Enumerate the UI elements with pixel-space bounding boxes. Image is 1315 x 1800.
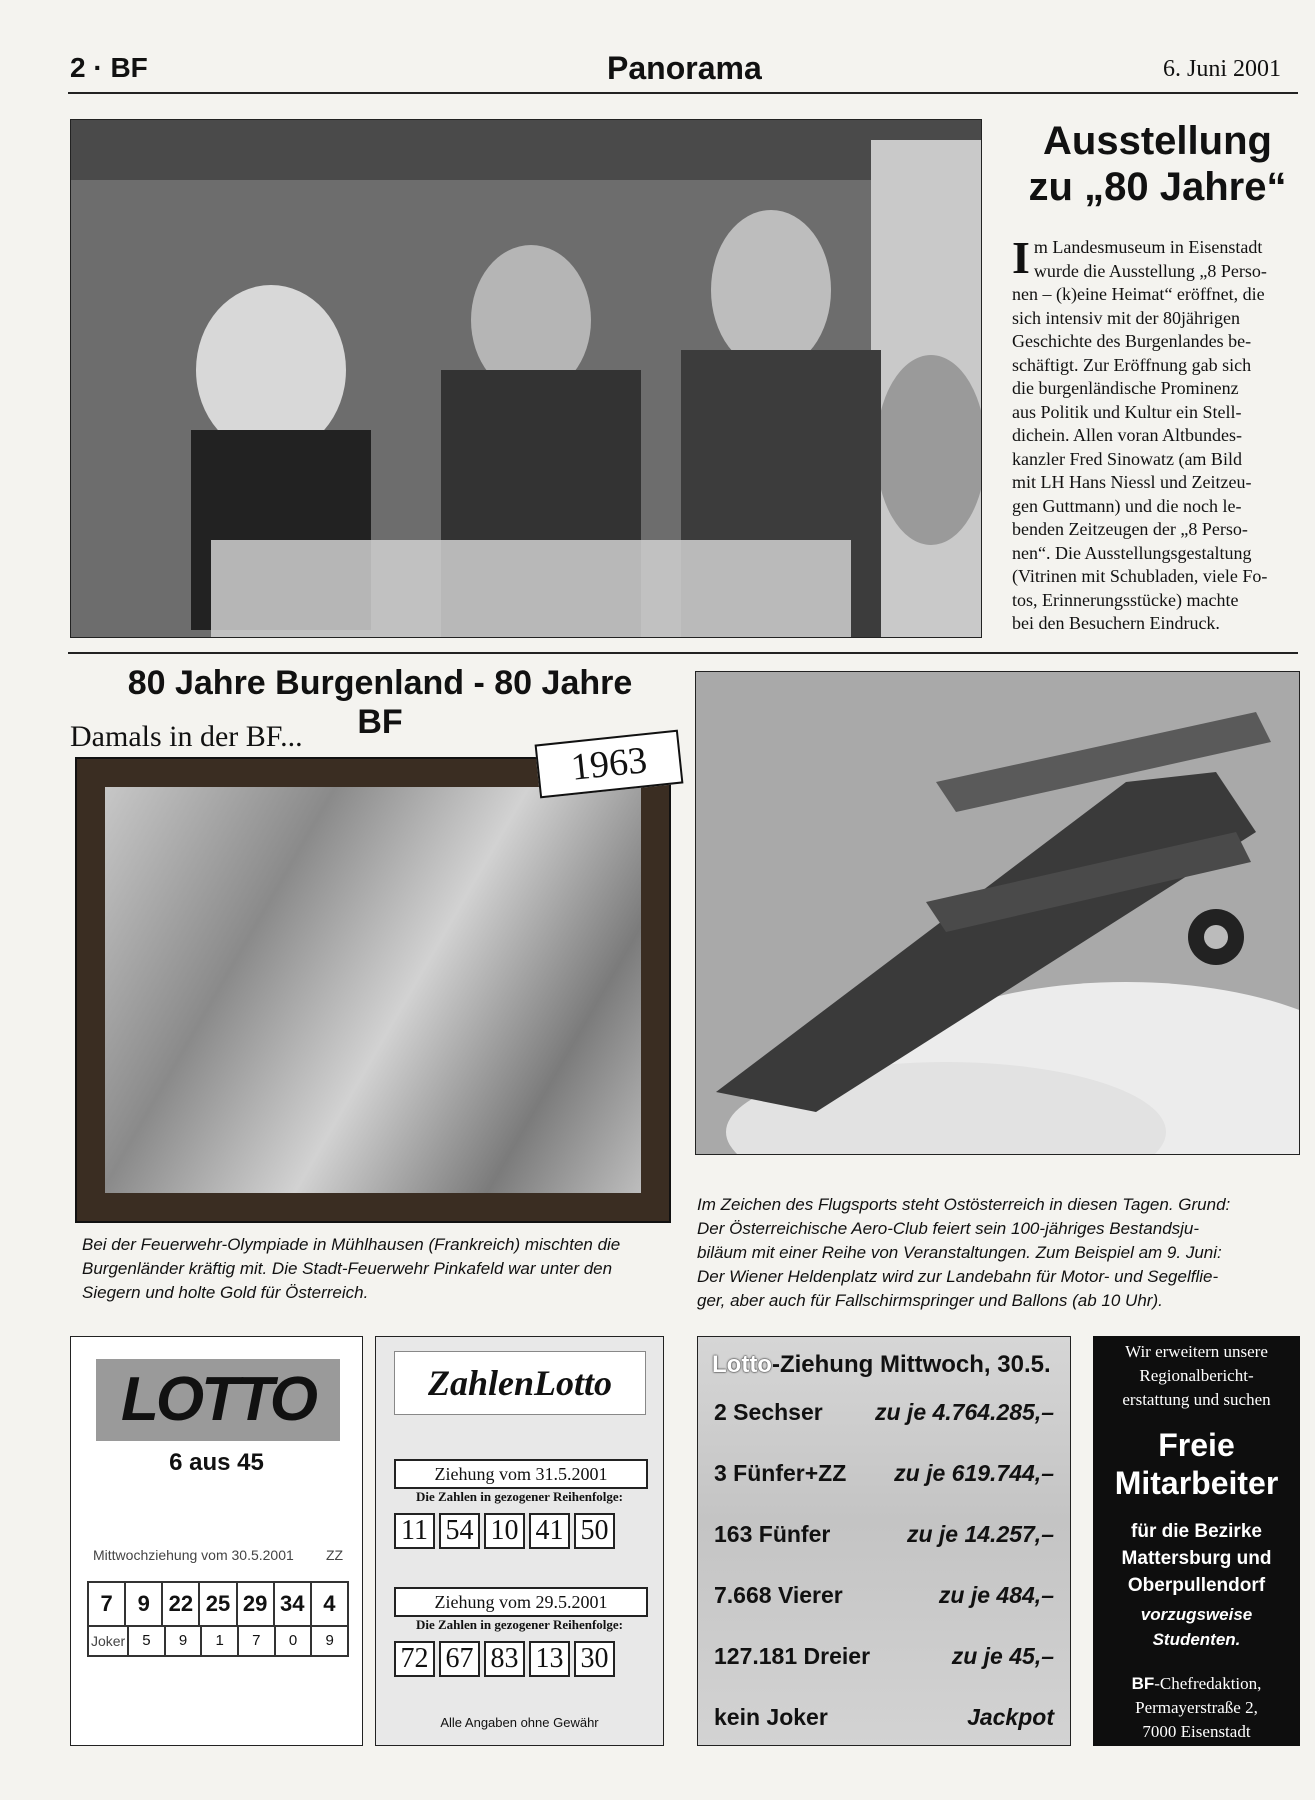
results-row (714, 1643, 1054, 1677)
results-label: kein Joker (714, 1704, 828, 1730)
results-value: zu je 14.257,– (906, 1521, 1054, 1547)
lotto-numbers-row (87, 1581, 349, 1627)
zahlenlotto-number: 83 (484, 1641, 525, 1677)
lotto-zusatzzahl: 4 (311, 1582, 348, 1626)
article-body (1012, 232, 1302, 636)
results-value: Jackpot (967, 1704, 1054, 1730)
zahlenlotto-order-label: Die Zahlen in gezogener Reihenfolge: (415, 1489, 623, 1504)
ad-preference (1093, 1602, 1300, 1652)
results-label: 2 Sechser (714, 1399, 823, 1425)
plane-caption-line: Der Österreichische Aero-Club feiert sein 100-jähriges Bestandsju- (697, 1219, 1200, 1238)
zahlenlotto-number: 30 (574, 1641, 615, 1677)
ad-contact-line: -Chefredaktion, (1154, 1674, 1262, 1693)
article-title-line2: zu „80 Jahre“ (1028, 165, 1287, 209)
history-heading: 80 Jahre Burgenland - 80 Jahre BF (127, 664, 633, 741)
lotto-draw-label: Mittwochziehung vom 30.5.2001 (93, 1547, 294, 1563)
ad-contact-line: Permayerstraße 2, (1135, 1698, 1258, 1717)
lotto-number: 29 (237, 1582, 274, 1626)
lotto-number: 34 (274, 1582, 311, 1626)
results-label: 3 Fünfer+ZZ (714, 1460, 847, 1486)
joker-digit: 0 (275, 1626, 312, 1656)
article-line: die burgenländische Prominenz (1012, 378, 1239, 398)
framed-photo-image (105, 787, 641, 1193)
lotto-box (70, 1336, 363, 1746)
ad-headline (1093, 1426, 1300, 1502)
biplane-photo-art (696, 672, 1299, 1154)
joker-label: Joker (88, 1626, 128, 1656)
zahlenlotto-number: 41 (529, 1513, 570, 1549)
lotto-number: 9 (125, 1582, 162, 1626)
disclaimer: Alle Angaben ohne Gewähr (440, 1715, 599, 1730)
article-line: tos, Erinnerungsstücke) machte (1012, 589, 1239, 610)
results-row (714, 1521, 1054, 1555)
ad-headline-line: Freie (1158, 1427, 1235, 1463)
article-dropcap: I (1012, 232, 1030, 283)
article-line: dichein. Allen voran Altbundes- (1012, 425, 1242, 445)
joker-digit: 9 (311, 1626, 348, 1656)
article-line: bei den Besuchern Eindruck. (1012, 613, 1220, 633)
lotto-number: 7 (88, 1582, 125, 1626)
article-line: sich intensiv mit der 80jährigen (1012, 307, 1240, 328)
ad-body-line: Mattersburg und (1121, 1548, 1272, 1569)
ad-contact (1093, 1672, 1300, 1744)
zahlenlotto-number: 10 (484, 1513, 525, 1549)
ad-body-line: Oberpullendorf (1127, 1575, 1266, 1596)
lotto-subtitle: 6 aus 45 (169, 1449, 264, 1476)
lotto-logo: LOTTO (96, 1359, 340, 1441)
results-value: zu je 484,– (938, 1582, 1054, 1608)
ad-intro-line: Regionalbericht- (1139, 1366, 1254, 1385)
ad-intro-line: erstattung und suchen (1122, 1390, 1271, 1409)
joker-digit: 1 (201, 1626, 238, 1656)
article-line: gen Guttmann) und die noch le- (1012, 495, 1242, 516)
article-title-line1: Ausstellung (1043, 119, 1272, 163)
header-rule (68, 92, 1298, 94)
article-line: m Landesmuseum in Eisenstadt (1033, 237, 1263, 257)
history-subheading: Damals in der BF... (70, 720, 303, 753)
biplane-photo (695, 671, 1300, 1155)
joker-digit: 7 (238, 1626, 275, 1656)
zahlenlotto-number: 67 (439, 1641, 480, 1677)
ad-body-line: für die Bezirke (1131, 1521, 1262, 1542)
results-row (714, 1704, 1054, 1738)
results-label: 163 Fünfer (714, 1521, 831, 1547)
ad-brand: BF (1131, 1674, 1155, 1693)
article-line: Geschichte des Burgenlandes be- (1012, 331, 1252, 351)
history-caption-line: Burgenländer kräftig mit. Die Stadt-Feuerwehr Pinkafeld war unter den (82, 1259, 613, 1278)
lotto-results-box (697, 1336, 1071, 1746)
ad-preference-line: vorzugsweise (1140, 1605, 1253, 1624)
exhibition-photo-art (71, 120, 981, 637)
joker-digit: 5 (128, 1626, 165, 1656)
zahlenlotto-number: 72 (394, 1641, 435, 1677)
results-value: zu je 45,– (951, 1643, 1054, 1669)
history-caption-line: Bei der Feuerwehr-Olympiade in Mühlhausen (Frankreich) mischten die (82, 1235, 621, 1254)
page-number: 2 · BF (70, 52, 148, 83)
zahlenlotto-numbers (394, 1513, 654, 1549)
results-value: zu je 4.764.285,– (874, 1399, 1054, 1425)
joker-row (87, 1625, 349, 1657)
zahlenlotto-logo: ZahlenLotto (394, 1351, 646, 1415)
framed-photo (75, 757, 671, 1223)
zahlenlotto-number: 11 (394, 1513, 435, 1549)
exhibition-photo (70, 119, 982, 638)
lotto-number: 22 (162, 1582, 199, 1626)
plane-caption-line: Im Zeichen des Flugsports steht Ostösterreich in diesen Tagen. Grund: (697, 1195, 1231, 1214)
ad-headline-line: Mitarbeiter (1114, 1465, 1279, 1501)
zahlenlotto-number: 50 (574, 1513, 615, 1549)
article-line: nen“. Die Ausstellungsgestaltung (1012, 542, 1252, 563)
section-rule (68, 652, 1298, 654)
results-title-logo: Lotto (712, 1351, 772, 1378)
section-title: Panorama (607, 50, 762, 86)
article-line: (Vitrinen mit Schubladen, viele Fo- (1012, 566, 1268, 586)
article-line: benden Zeitzeugen der „8 Perso- (1012, 519, 1248, 539)
plane-caption-line: biläum mit einer Reihe von Veranstaltungen. Zum Beispiel am 9. Juni: (697, 1243, 1222, 1262)
article-line: schäftigt. Zur Eröffnung gab sich (1012, 354, 1252, 375)
article-line: mit LH Hans Niessl und Zeitzeu- (1012, 472, 1252, 492)
article-line: aus Politik und Kultur ein Stell- (1012, 401, 1242, 422)
plane-caption (697, 1193, 1302, 1313)
article-line: nen – (k)eine Heimat“ eröffnet, die (1012, 284, 1265, 304)
lotto-zz-label: ZZ (326, 1547, 344, 1563)
zahlenlotto-order-label: Die Zahlen in gezogener Reihenfolge: (415, 1617, 623, 1632)
plane-caption-line: Der Wiener Heldenplatz wird zur Landebahn für Motor- und Segelflie- (697, 1267, 1219, 1286)
article-line: wurde die Ausstellung „8 Perso- (1033, 260, 1267, 281)
zahlenlotto-box (375, 1336, 664, 1746)
results-row (714, 1460, 1054, 1494)
article-line: kanzler Fred Sinowatz (am Bild (1012, 448, 1242, 469)
ad-preference-line: Studenten. (1152, 1630, 1241, 1649)
history-caption (82, 1233, 672, 1305)
results-label: 7.668 Vierer (714, 1582, 843, 1608)
ad-intro-line: Wir erweitern unsere (1125, 1342, 1268, 1361)
results-row (714, 1582, 1054, 1616)
year-tag: 1963 (535, 730, 684, 799)
results-title (712, 1351, 1051, 1379)
zahlenlotto-number: 54 (439, 1513, 480, 1549)
results-row (714, 1399, 1054, 1433)
joker-digit: 9 (165, 1626, 202, 1656)
zahlenlotto-draw-label: Ziehung vom 31.5.2001 (394, 1459, 648, 1489)
lotto-number: 25 (199, 1582, 236, 1626)
zahlenlotto-draw-label: Ziehung vom 29.5.2001 (394, 1587, 648, 1617)
zahlenlotto-number: 13 (529, 1641, 570, 1677)
issue-date: 6. Juni 2001 (1163, 56, 1282, 82)
results-value: zu je 619.744,– (894, 1460, 1054, 1486)
article-title (1010, 118, 1305, 210)
zahlenlotto-numbers (394, 1641, 654, 1677)
results-title-text: -Ziehung Mittwoch, 30.5. (771, 1351, 1051, 1378)
ad-body (1093, 1518, 1300, 1599)
ad-intro (1093, 1340, 1300, 1412)
ad-contact-line: 7000 Eisenstadt (1142, 1722, 1251, 1741)
plane-caption-line: ger, aber auch für Fallschirmspringer und Ballons (ab 10 Uhr). (697, 1291, 1163, 1310)
recruitment-ad (1093, 1336, 1300, 1746)
history-caption-line: Siegern und holte Gold für Österreich. (82, 1283, 369, 1302)
results-label: 127.181 Dreier (714, 1643, 871, 1669)
